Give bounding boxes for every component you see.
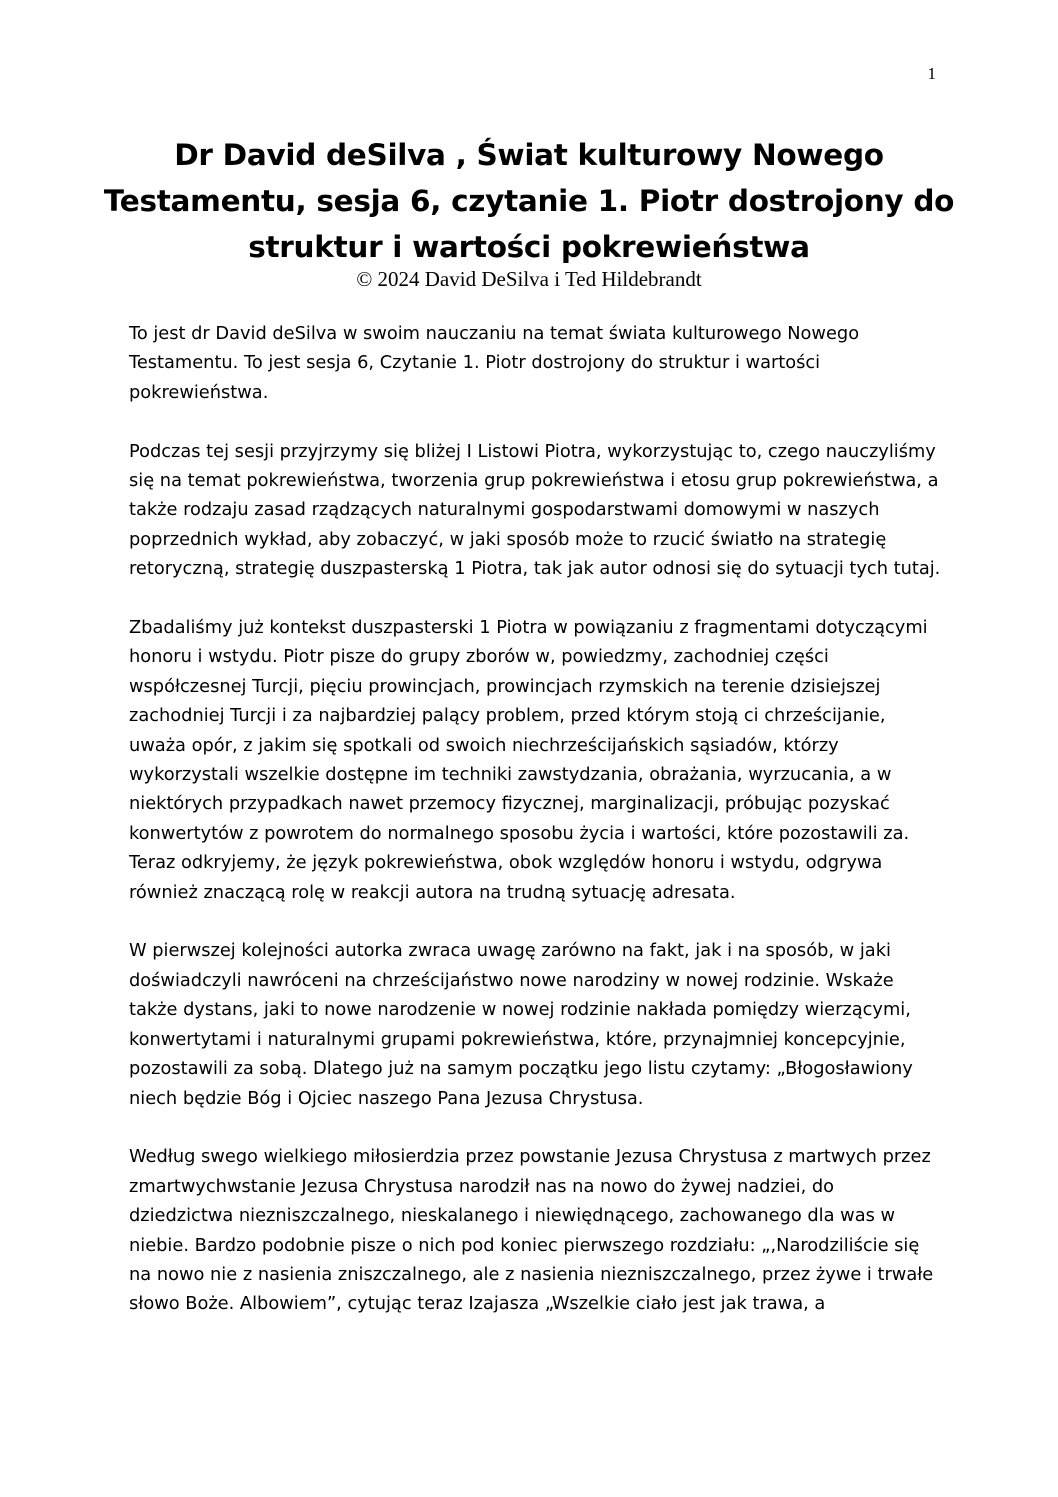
paragraph: To jest dr David deSilva w swoim nauczaniu na temat świata kulturowego Nowego Testamentu. To jest sesja 6, Czytanie 1. Piotr dostrojony do struktur i wartości pokrewieństwa. [129, 323, 860, 403]
paragraph: Podczas tej sesji przyjrzymy się bliżej I Listowi Piotra, wykorzystując to, czego nauczyliśmy się na temat pokrewieństwa, tworzenia grup pokrewieństwa i etosu grup pokrewieństwa, a także rodzaju zasad rządzących naturalnymi gospodarstwami domowymi w naszych poprzednich wykład, aby zobaczyć, w jaki sposób może to rzucić światło na strategię retoryczną, strategię duszpasterską 1 Piotra, tak jak autor odnosi się do sytuacji tych tutaj. [129, 440, 941, 580]
document-body [129, 319, 941, 1348]
paragraph: Według swego wielkiego miłosierdzia przez powstanie Jezusa Chrystusa z martwych przez zmartwychwstanie Jezusa Chrystusa narodził nas na nowo do żywej nadziei, do dziedzictwa niezniszczalnego, nieskalanego i niewiędnącego, zachowanego dla was w niebie. Bardzo podobnie pisze o nich pod koniec pierwszego rozdziału: „,Narodziliście się na nowo nie z nasienia zniszczalnego, ale z nasienia niezniszczalnego, przez żywe i trwałe słowo Boże. Albowiem”, cytując teraz Izajasza „Wszelkie ciało jest jak trawa, a [129, 1146, 934, 1315]
paragraph: Zbadaliśmy już kontekst duszpasterski 1 Piotra w powiązaniu z fragmentami dotyczącymi honoru i wstydu. Piotr pisze do grupy zborów w, powiedzmy, zachodniej części współczesnej Turcji, pięciu prowincjach, prowincjach rzymskich na terenie dzisiejszej zachodniej Turcji i za najbardziej palący problem, przed którym stoją ci chrześcijanie, uważa opór, z jakim się spotkali od swoich niechrześcijańskich sąsiadów, którzy wykorzystali wszelkie dostępne im techniki zawstydzania, obrażania, wyrzucania, a w niektórych przypadkach nawet przemocy fizycznej, marginalizacji, próbując pozyskać konwertytów z powrotem do normalnego sposobu życia i wartości, które pozostawili za. Teraz odkryjemy, że język pokrewieństwa, obok względów honoru i wstydu, odgrywa również znaczącą rolę w reakcji autora na trudną sytuację adresata. [129, 617, 928, 903]
page-number: 1 [927, 64, 936, 83]
copyright-notice: © 2024 David DeSilva i Ted Hildebrandt [356, 267, 702, 291]
paragraph: W pierwszej kolejności autorka zwraca uwagę zarówno na fakt, jak i na sposób, w jaki doświadczyli nawróceni na chrześcijaństwo nowe narodziny w nowej rodzinie. Wskaże także dystans, jaki to nowe narodzenie w nowej rodzinie nakłada pomiędzy wierzącymi, konwertytami i naturalnymi grupami pokrewieństwa, które, przynajmniej koncepcyjnie, pozostawili za sobą. Dlatego już na samym początku jego listu czytamy: „Błogosławiony niech będzie Bóg i Ojciec naszego Pana Jezusa Chrystusa. [129, 940, 913, 1109]
document-title: Dr David deSilva , Świat kulturowy Nowego Testamentu, sesja 6, czytanie 1. Piotr dostrojony do struktur i wartości pokrewieństwa [103, 138, 955, 264]
document-header [100, 132, 958, 292]
